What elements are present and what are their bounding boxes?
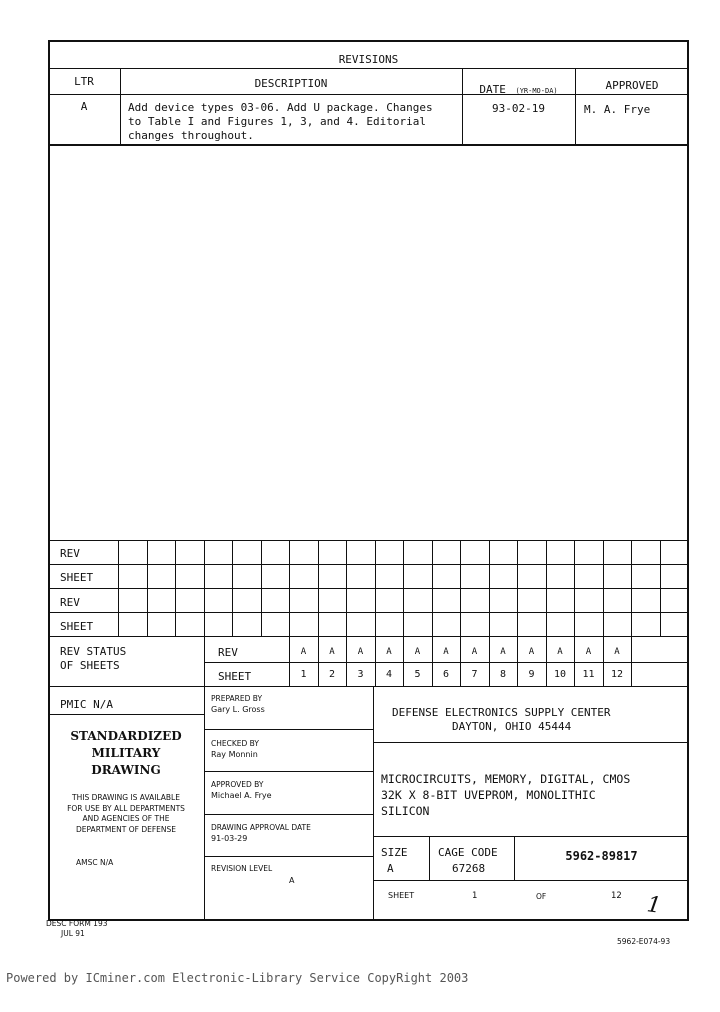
- cage-code-value: 67268: [452, 862, 486, 875]
- rev-status-rev-label: REV: [218, 646, 238, 659]
- col-approved-header: APPROVED: [605, 79, 659, 92]
- rev-status-rev-cell: A: [443, 647, 449, 657]
- rev-status-sheet-cell: 5: [414, 669, 421, 680]
- rev-status-rev-cell: A: [414, 647, 421, 657]
- approved-by-name: Michael A. Frye: [211, 791, 272, 800]
- sheet-label: SHEET: [388, 891, 415, 900]
- col-date-header: DATE (YR-MO-DA): [479, 83, 558, 96]
- center-name: DEFENSE ELECTRONICS SUPPLY CENTER: [392, 706, 611, 719]
- rev-status-rev-cell: A: [300, 647, 307, 657]
- frame-left: [48, 40, 50, 920]
- frame-right: [687, 40, 689, 920]
- rev-status-sheet-cell: 10: [553, 669, 567, 680]
- prepared-by-label: PREPARED BY: [211, 694, 263, 703]
- rev-status-rev-cell: A: [557, 647, 563, 657]
- rev-status-rev-cell: A: [329, 647, 335, 657]
- drawing-number: 5962-89817: [565, 849, 638, 863]
- revision-ltr: A: [80, 100, 88, 113]
- approval-date-value: 91-03-29: [211, 834, 248, 843]
- rev-status-rev-cell: A: [500, 647, 506, 657]
- handwritten-page-mark: 1: [645, 892, 663, 919]
- col-description-header: DESCRIPTION: [254, 77, 328, 90]
- rev-status-sheet-cell: 6: [442, 669, 450, 680]
- sheet-of-label: OF: [536, 892, 547, 901]
- rev-status-sheet-label: SHEET: [218, 670, 252, 683]
- approved-by-label: APPROVED BY: [211, 780, 264, 789]
- rev-status-sheet-cell: 2: [328, 669, 336, 680]
- frame-top: [48, 40, 689, 42]
- rev-status-sheet-cell: 4: [385, 669, 393, 680]
- rev-status-rev-cell: A: [614, 647, 620, 657]
- grid-rev-label-2: REV: [60, 596, 80, 609]
- rev-status-rev-cell: A: [585, 647, 592, 657]
- grid-sheet-label-2: SHEET: [60, 620, 94, 633]
- rev-status-sheet-cell: 8: [499, 669, 507, 680]
- revision-level-label: REVISION LEVEL: [211, 864, 273, 873]
- approval-date-label: DRAWING APPROVAL DATE: [211, 823, 311, 832]
- revisions-title: REVISIONS: [338, 53, 399, 66]
- rev-status-sheet-cell: 7: [471, 669, 478, 680]
- rev-status-sheet-cell: 3: [357, 669, 364, 680]
- rev-status-sheet-cell: 1: [300, 669, 307, 680]
- pmic-label: PMIC N/A: [60, 698, 113, 711]
- size-value: A: [387, 862, 394, 875]
- revision-approved: M. A. Frye: [584, 103, 651, 116]
- prepared-by-name: Gary L. Gross: [211, 705, 265, 714]
- grid-sheet-label-1: SHEET: [60, 571, 94, 584]
- amsc-label: AMSC N/A: [76, 858, 114, 867]
- frame-bottom: [48, 919, 689, 921]
- rev-status-rev-cell: A: [528, 647, 535, 657]
- col-ltr-header: LTR: [74, 75, 94, 88]
- footer-code: 5962-E074-93: [617, 937, 671, 946]
- rev-status-rev-cell: A: [386, 647, 392, 657]
- checked-by-label: CHECKED BY: [211, 739, 259, 748]
- sheet-number: 1: [472, 891, 478, 901]
- size-label: SIZE: [381, 846, 408, 859]
- cage-code-label: CAGE CODE: [438, 846, 498, 859]
- standardized-military-drawing: STANDARDIZED MILITARY DRAWING: [70, 729, 182, 777]
- availability-statement: THIS DRAWING IS AVAILABLE FOR USE BY ALL DEPARTMENTS AND AGENCIES OF THE DEPARTMENT OF DEFENSE: [67, 793, 185, 834]
- revision-date: 93-02-19: [492, 102, 545, 115]
- checked-by-name: Ray Monnin: [211, 750, 258, 759]
- powered-by-watermark: Powered by ICminer.com Electronic-Library Service CopyRight 2003: [6, 971, 469, 985]
- desc-form-label: DESC FORM 193 JUL 91: [46, 919, 108, 938]
- rev-status-rev-cell: A: [471, 647, 478, 657]
- revision-description: Add device types 03-06. Add U package. Changes to Table I and Figures 1, 3, and 4. Editorial changes throughout.: [128, 101, 433, 142]
- rev-status-sheet-cell: 11: [582, 669, 595, 680]
- rev-status-sheet-cell: 12: [610, 669, 624, 680]
- center-address: DAYTON, OHIO 45444: [452, 720, 572, 733]
- revision-level-value: A: [289, 876, 295, 885]
- rev-status-sheet-cell: 9: [528, 669, 535, 680]
- rev-status-label: REV STATUS OF SHEETS: [60, 645, 127, 672]
- drawing-title: MICROCIRCUITS, MEMORY, DIGITAL, CMOS 32K X 8-BIT UVEPROM, MONOLITHIC SILICON: [381, 772, 631, 818]
- rev-status-rev-cell: A: [357, 647, 364, 657]
- grid-rev-label-1: REV: [60, 547, 80, 560]
- sheet-total: 12: [611, 891, 622, 901]
